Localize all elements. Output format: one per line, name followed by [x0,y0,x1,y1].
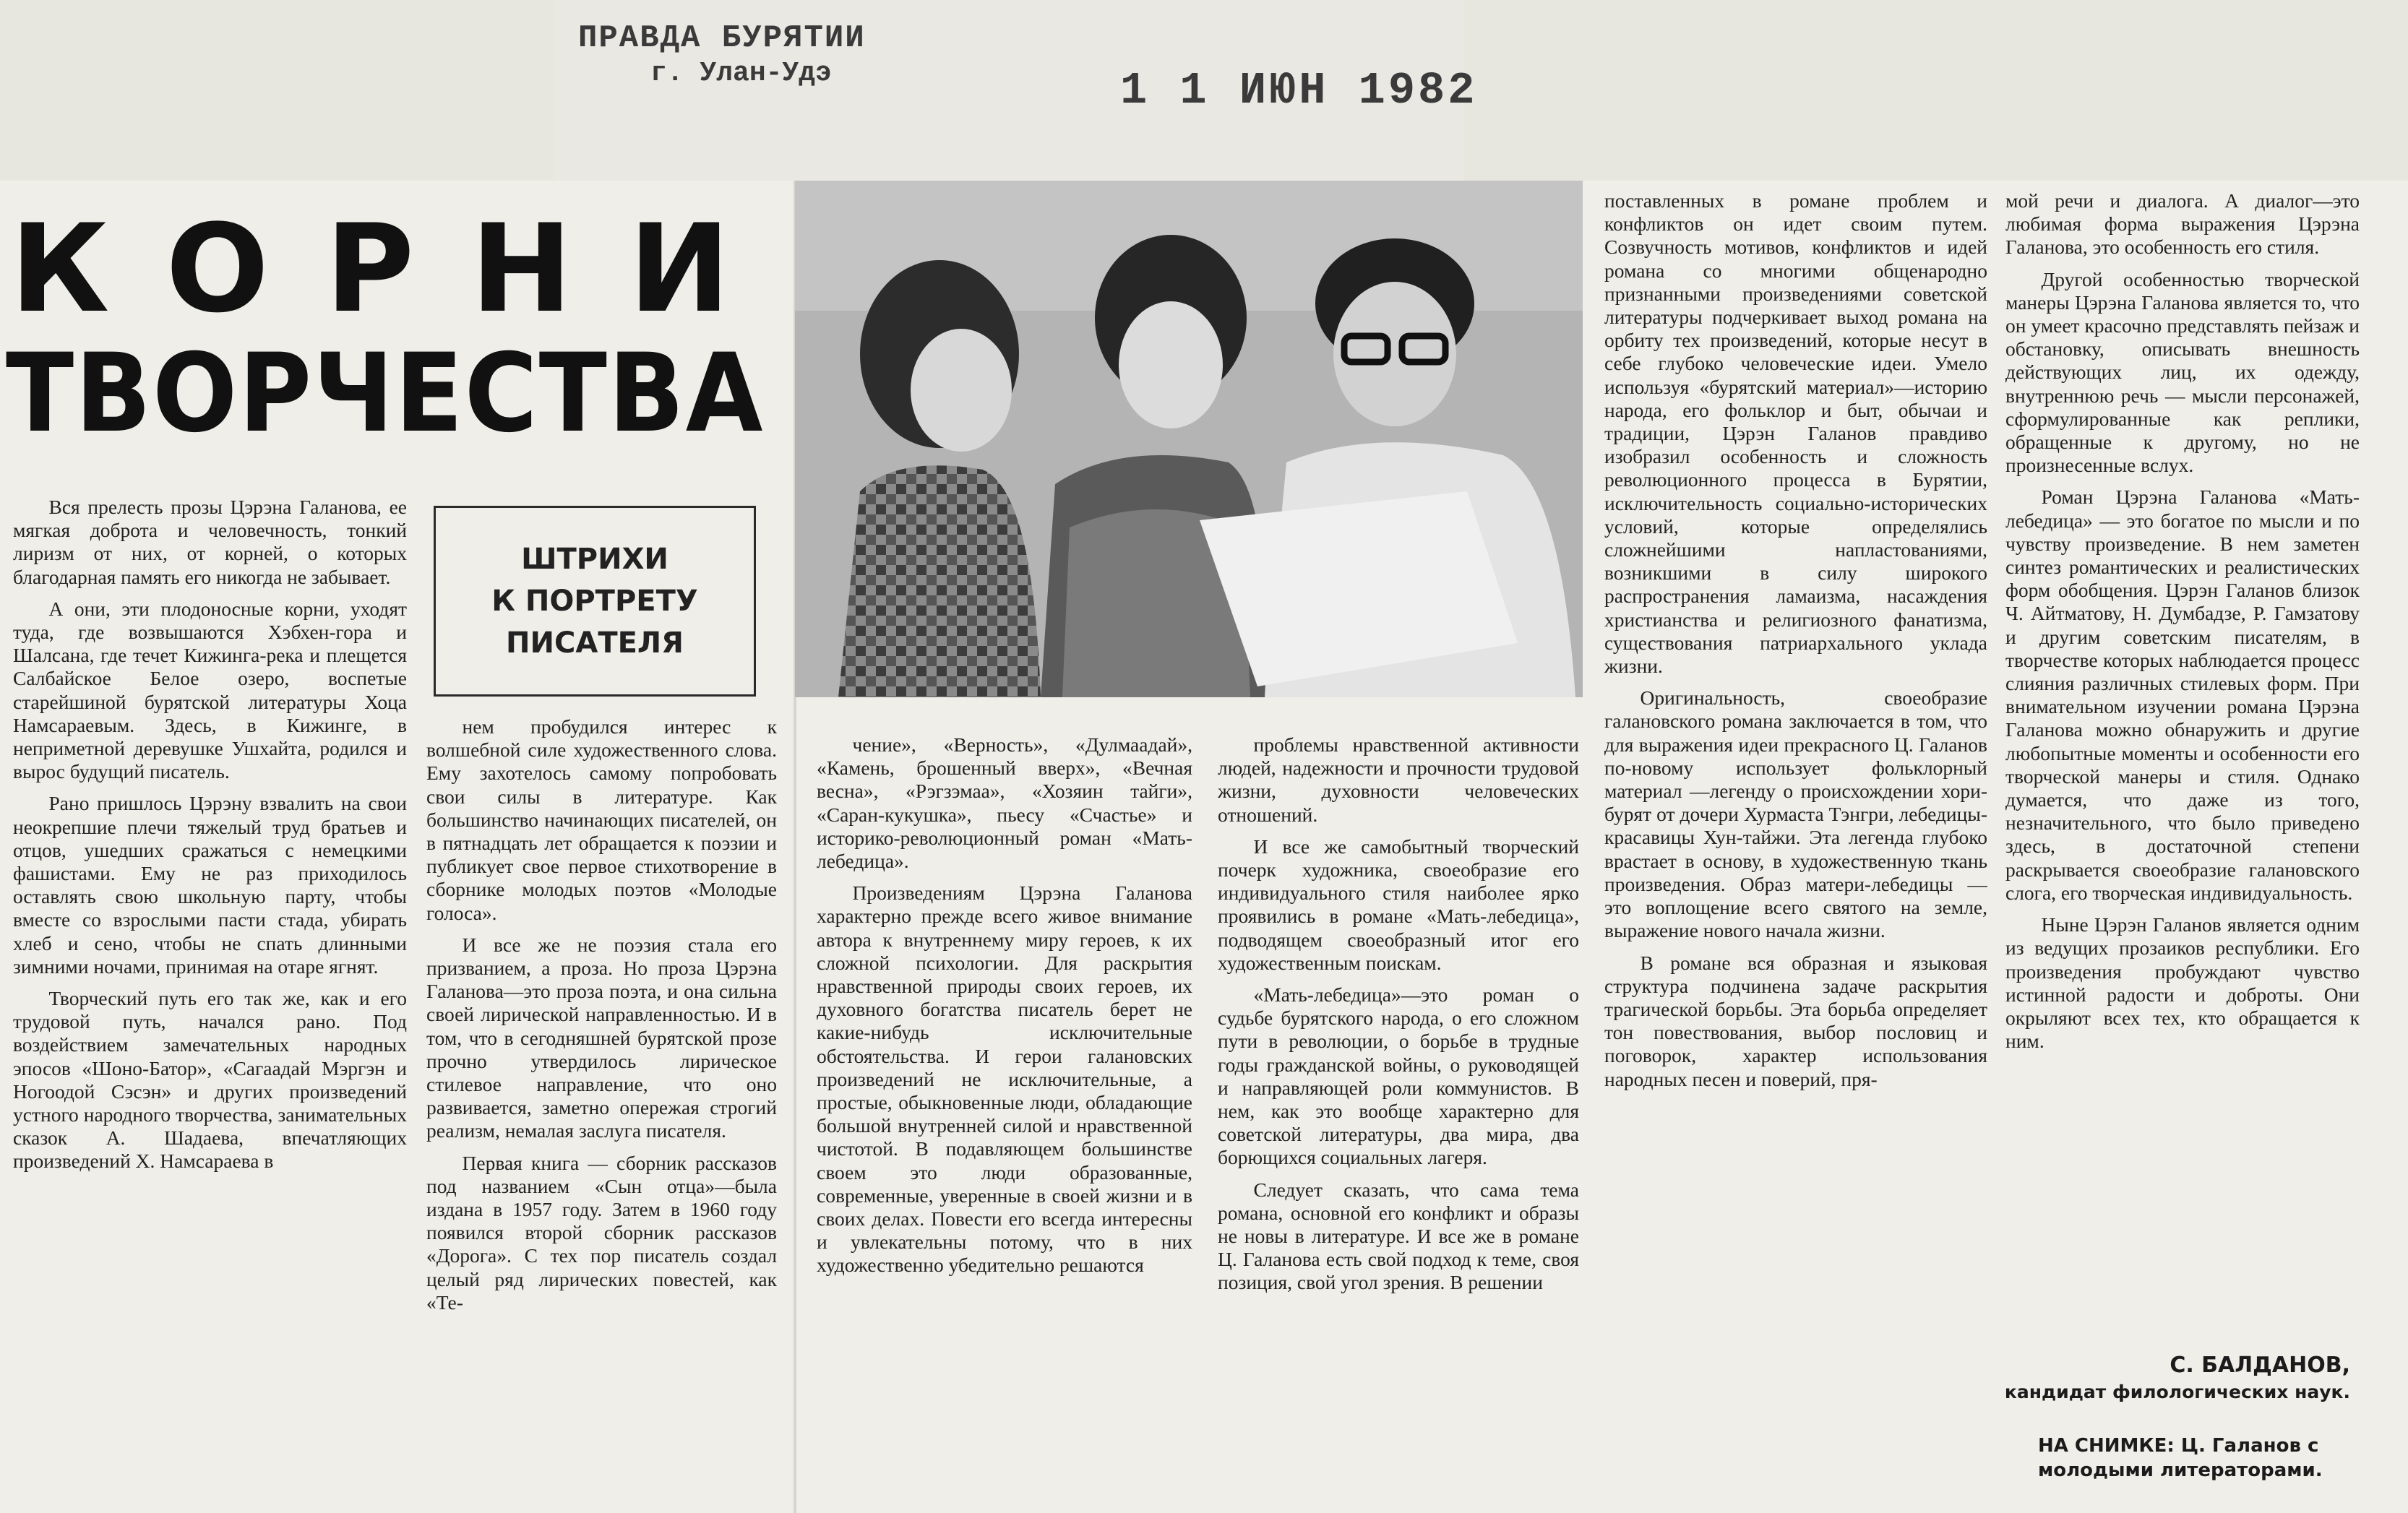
paragraph: Другой особенностью творческой манеры Цэрэна Галанова является то, что он умеет красочно представлять пейзаж и обстановку, описывать внешность действующих лиц, их одежду, внутреннюю речь — мысли персонажей, сформулированные как реплики, обращенные к другому, но не произнесенные вслух. [2005,267,2360,477]
paragraph: чение», «Верность», «Дулмаадай», «Камень, брошенный вверх», «Вечная весна», «Рэгзэмаа», «Хозяин тайги», «Саран-кукушка», пьесу «Счастье» и историко-революционный роман «Мать-лебедица». [817,733,1192,873]
paragraph: проблемы нравственной активности людей, надежности и прочности трудовой жизни, духовности человеческих отношений. [1218,733,1579,826]
paragraph: мой речи и диалога. А диалог—это любимая форма выражения Цэрэна Галанова, это особенность его стиля. [2005,189,2360,259]
column-6 [2005,189,2360,1345]
paragraph: Вся прелесть прозы Цэрэна Галанова, ее мягкая доброта и человечность, тонкий лиризм от них, от корней, о которых благодарная память его никогда не забывает. [13,496,407,588]
paragraph: Следует сказать, что сама тема романа, основной его конфликт и образы не новы в литературе. И все же в романе Ц. Галанова есть свой подход к теме, своя позиция, свой угол зрения. В решении [1218,1178,1579,1294]
paragraph: Рано пришлось Цэрэну взвалить на свои неокрепшие плечи тяжелый труд братьев и отцов, ушедших сражаться с немецкими фашистами. Ему не раз приходилось оставлять свою школьную парту, чтобы вместе со взрослыми пасти стада, убирать хлеб и сено, чтобы не спать длинными зимними ночами, принимая на отаре ягнят. [13,792,407,978]
paragraph: Роман Цэрэна Галанова «Мать-лебедица» — это богатое по мысли и по чувству произведение. В нем заметен синтез романтических и реалистических форм обобщения. Цэрэн Галанов близок Ч. Айтматову, Н. Думбадзе, Р. Гамзатову и другим советским писателям, в творчестве которых наблюдается процесс слияния различных стилевых форм. При внимательном изучении романа Цэрэна Галанова можно обнаружить и другие любопытные моменты и особенности его творческой манеры и стиля. Однако думается, что даже из того, незначительного, что было приведено здесь, в достаточной степени раскрывается своеобразие галановского слога, его творческая индивидуальность. [2005,486,2360,904]
paragraph: Ныне Цэрэн Галанов является одним из ведущих прозаиков республики. Его произведения пробуждают чувство истинной радости и доброты. Они окрыляют всех тех, кто обращается к ним. [2005,913,2360,1053]
headline-line-1: КОРНИ [10,198,787,340]
column-1 [13,496,407,1478]
newspaper-city: г. Улан-Удэ [650,58,832,89]
headline-line-2: ТВОРЧЕСТВА [6,331,765,457]
issue-date: 1 1 ИЮН 1982 [1120,65,1478,116]
paragraph: И все же самобытный творческий почерк художника, своеобразие его индивидуального стиля наиболее ярко проявились в романе «Мать-лебедица», подводящем своеобразный итог его художественным поискам. [1218,835,1579,974]
byline-author: С. БАЛДАНОВ, [2170,1353,2350,1378]
subtitle-line-1: ШТРИХИ [521,543,668,576]
column-2 [426,715,777,1481]
column-4 [1218,733,1579,1492]
paragraph: «Мать-лебедица»—это роман о судьбе бурятского народа, о его сложном пути в революции, о борьбе в трудные годы гражданской войны, о руководящей и направляющей роли коммунистов. В нем, как это вообще характерно для советской литературы, два мира, два борющихся социальных лагеря. [1218,983,1579,1169]
photo-caption: НА СНИМКЕ: Ц. Галанов с молодыми литераторами. [2038,1435,2323,1481]
paragraph: Произведениям Цэрэна Галанова характерно прежде всего живое внимание автора к внутреннему миру героев, к их сложной психологии. Для раскрытия нравственной природы своих героев, их духовного богатства писатель берет не какие-нибудь исключительные обстоятельства. И герои галановских произведений не исключительные, а простые, обыкновенные люди, обладающие большой внутренней силой и нравственной чистотой. В подавляющем большинстве своем это люди образованные, современные, уверенные в своей жизни и в своих делах. Повести его всегда интересны и увлекательны потому, что в них художественно убедительно решаются [817,881,1192,1277]
photo [795,181,1583,697]
column-5 [1604,189,1987,1490]
photo-illustration [795,181,1583,697]
subtitle-box [434,506,756,697]
paragraph: поставленных в романе проблем и конфликтов он идет своим путем. Созвучность мотивов, конфликтов и идей романа со многими общенародно признанными произведениями советской литературы подчеркивает выход романа на орбиту тех произведений, которые несут в себе глубоко человеческие идеи. Умело используя «бурятский материал»—историю народа, его фольклор и быт, обычаи и традиции, Цэрэн Галанов правдиво изобразил особенность и сложность революционного процесса в Бурятии, исключительность социально-исторических условий, которые определялись сложнейшими напластованиями, возникшими в силу широкого распространения ламаизма, насаждения христианства и религиозного фанатизма, существования патриархального уклада жизни. [1604,189,1987,678]
paragraph: Творческий путь его так же, как и его трудовой путь, начался рано. Под воздействием замечательных народных эпосов «Шоно-Батор», «Сагаадай Мэргэн и Ногоодой Сэсэн» и других произведений устного народного творчества, занимательных сказок А. Шадаева, впечатляющих произведений Х. Намсараева в [13,987,407,1173]
paragraph: нем пробудился интерес к волшебной силе художественного слова. Ему захотелось самому попробовать свои силы в литературе. Как большинство начинающих писателей, он в пятнадцать лет обращается к поэзии и публикует свое первое стихотворение в сборнике молодых поэтов «Молодые голоса». [426,715,777,924]
subtitle-line-2: К ПОРТРЕТУ [491,585,698,618]
subtitle-line-3: ПИСАТЕЛЯ [506,626,684,660]
column-3 [817,733,1192,1492]
byline-title: кандидат филологических наук. [2004,1381,2350,1402]
paragraph: Оригинальность, своеобразие галановского романа заключается в том, что для выражения идеи прекрасного Ц. Галанов по-новому использует фольклорный материал —легенду о происхождении хори-бурят от дочери Хурмаста Тэнгри, лебедицы-красавицы Хун-тайжи. Эта легенда глубоко врастает в основу, в художественную ткань произведения. Образ матери-лебедицы — это воплощение всего святого на земле, выражение нового начала жизни. [1604,686,1987,942]
paragraph: А они, эти плодоносные корни, уходят туда, где возвышаются Хэбхен-гора и Шалсана, где течет Кижинга-река и плещется Салбайское Белое озеро, воспетые старейшиной бурятской литературы Хоца Намсараевым. Здесь, в Кижинге, в неприметной деревушке Ушхайта, родился и вырос будущий писатель. [13,597,407,783]
paragraph: В романе вся образная и языковая структура подчинена задаче раскрытия трагической борьбы. Эта борьба определяет тон повествования, выбор пословиц и поговорок, характер использования народных песен и поверий, пря- [1604,951,1987,1090]
paragraph: Первая книга — сборник рассказов под названием «Сын отца»—была издана в 1957 году. Затем в 1960 году появился второй сборник рассказов «Дорога». С тех пор писатель создал целый ряд лирических повестей, как «Те- [426,1151,777,1314]
newspaper-name: ПРАВДА БУРЯТИИ [578,20,866,56]
paragraph: И все же не поэзия стала его призванием, а проза. Но проза Цэрэна Галанова—это проза поэта, и она сильна своей лирической направленностью. И в том, что в сегодняшней бурятской прозе прочно утвердилось лирическое стилевое направление, что оно развивается, заметно опережая строгий реализм, немалая заслуга писателя. [426,933,777,1142]
